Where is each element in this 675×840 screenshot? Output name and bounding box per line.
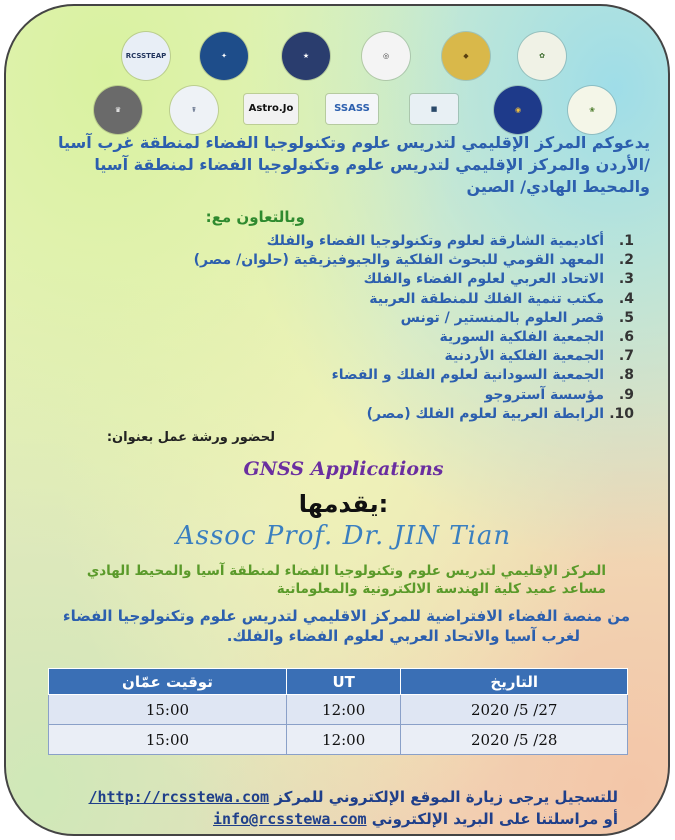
astronomy-society-logo: ◎ — [362, 32, 410, 80]
wreath-logo: ❀ — [568, 86, 616, 134]
date-cell: 2020 /5 /28 — [401, 725, 628, 755]
schedule-table — [48, 668, 628, 755]
emblem-logo: ◆ — [442, 32, 490, 80]
astrojo-logo: Astro.Jo — [244, 94, 298, 124]
list-item: 3. الاتحاد العربي لعلوم الفضاء والفلك — [363, 271, 634, 288]
invitation-card — [4, 4, 670, 836]
affiliation-line: المركز الإقليمي لتدريس علوم وتكنولوجيا الفضاء لمنطقة آسيا والمحيط الهادي — [86, 563, 606, 579]
list-item: 6. الجمعية الفلكية السورية — [439, 329, 634, 346]
ssass-logo: SSASS — [326, 94, 378, 124]
list-item: 10. الرابطة العربية لعلوم الفلك (مصر) — [366, 405, 634, 422]
partner-list — [154, 232, 634, 424]
platform-line: من منصة الفضاء الافتراضية للمركز الاقليمي لتدريس علوم وتكنولوجيا الفضاء — [62, 607, 630, 625]
list-item: 7. الجمعية الفلكية الأردنية — [444, 348, 634, 365]
attend-workshop-label: لحضور ورشة عمل بعنوان: — [106, 430, 275, 445]
table-row — [49, 725, 628, 755]
email-text: أو مراسلتنا على البريد الإلكتروني — [371, 810, 618, 828]
column-header-amman-time: توقيت عمّان — [49, 669, 287, 695]
observatory-logo: ★ — [282, 32, 330, 80]
registration-info — [18, 786, 618, 830]
lion-emblem-logo: ♛ — [94, 86, 142, 134]
workshop-title: GNSS Applications — [243, 458, 444, 480]
list-item: 5. قصر العلوم بالمنستير / تونس — [400, 309, 634, 326]
registration-text: للتسجيل يرجى زيارة الموقع الإلكتروني للمركز — [274, 788, 618, 806]
email-line — [18, 808, 618, 830]
table-row — [49, 695, 628, 725]
institute-logo: ■ — [410, 94, 458, 124]
speaker-affiliation — [46, 562, 606, 598]
affiliation-line: مساعد عميد كلية الهندسة الالكترونية والمعلوماتية — [276, 581, 606, 597]
collaboration-heading: وبالتعاون مع: — [205, 208, 305, 226]
column-header-ut: UT — [286, 669, 401, 695]
amman-time-cell: 15:00 — [49, 725, 287, 755]
eye-emblem-logo: ◉ — [494, 86, 542, 134]
list-item: 1. أكاديمية الشارقة لعلوم وتكنولوجيا الفضاء والفلك — [266, 233, 634, 249]
ut-cell: 12:00 — [286, 725, 401, 755]
registration-line — [18, 786, 618, 808]
table-header-row — [49, 669, 628, 695]
date-cell: 2020 /5 /27 — [401, 695, 628, 725]
list-item: 2. المعهد القومي للبحوث الفلكية والجيوفيزيقية (حلوان/ مصر) — [193, 252, 634, 269]
website-link[interactable]: http://rcsstewa.com/ — [88, 788, 270, 806]
platform-line: لغرب آسيا والاتحاد العربي لعلوم الفضاء والفلك. — [226, 627, 580, 645]
speaker-name: Assoc Prof. Dr. JIN Tian — [175, 521, 512, 551]
space-agency-logo: ✦ — [200, 32, 248, 80]
association-logo: ✿ — [518, 32, 566, 80]
list-item: 9. مؤسسة آستروجو — [484, 386, 634, 403]
rcssteap-logo: RCSSTEAP — [122, 32, 170, 80]
list-item: 4. مكتب تنمية الفلك للمنطقة العربية — [369, 290, 634, 307]
caduceus-logo: ☤ — [170, 86, 218, 134]
presented-by-label: يقدمها: — [298, 490, 389, 518]
email-link[interactable]: info@rcsstewa.com — [213, 810, 367, 828]
invitation-intro: يدعوكم المركز الإقليمي لتدريس علوم وتكنولوجيا الفضاء لمنطقة غرب آسيا /الأردن والمركز الإقليمي لتدريس علوم وتكنولوجيا الفضاء لمنطقة آسيا والمحيط الهادي/ الصين — [58, 133, 650, 196]
amman-time-cell: 15:00 — [49, 695, 287, 725]
column-header-date: التاريخ — [401, 669, 628, 695]
list-item: 8. الجمعية السودانية لعلوم الفلك و الفضاء — [331, 367, 634, 384]
ut-cell: 12:00 — [286, 695, 401, 725]
platform-description — [30, 606, 630, 646]
